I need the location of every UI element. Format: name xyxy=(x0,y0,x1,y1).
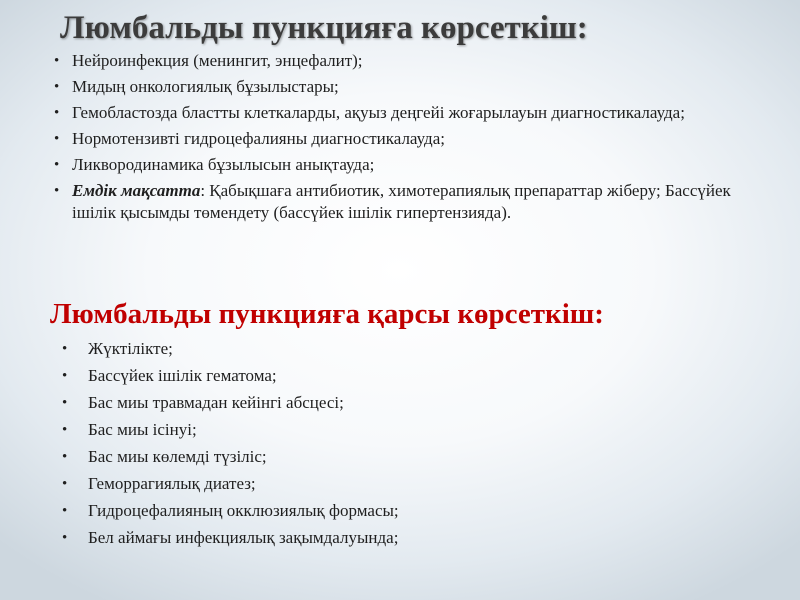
list-item-text: Бас миы ісінуі; xyxy=(88,420,197,439)
list-item-text: Нормотензивті гидроцефалияны диагностикалауда; xyxy=(72,129,445,148)
bullet-icon: • xyxy=(62,422,68,438)
bullet-icon: • xyxy=(62,449,68,465)
list-item xyxy=(54,180,754,224)
indications-list xyxy=(54,50,754,228)
bullet-icon: • xyxy=(62,476,68,492)
list-item-text: Мидың онкологиялық бұзылыстары; xyxy=(72,77,339,96)
list-item-text: Гидроцефалияның окклюзиялық формасы; xyxy=(88,501,399,520)
bullet-icon: • xyxy=(54,183,60,199)
list-item-text: Бел аймағы инфекциялық зақымдалуында; xyxy=(88,528,399,547)
list-item-text: Бас миы травмадан кейінгі абсцесі; xyxy=(88,393,344,412)
bullet-icon: • xyxy=(54,53,60,69)
list-item-text: Бас миы көлемді түзіліс; xyxy=(88,447,267,466)
list-item-text: Нейроинфекция (менингит, энцефалит); xyxy=(72,51,363,70)
list-item xyxy=(62,527,762,549)
list-item-text: : Қабықшаға антибиотик, химотерапиялық препараттар жіберу; Бассүйек ішілік қысымды төмендету (бассүйек ішілік гипертензияда). xyxy=(72,181,731,222)
bullet-icon: • xyxy=(62,530,68,546)
bullet-icon: • xyxy=(62,341,68,357)
contraindications-list xyxy=(62,338,762,554)
list-item xyxy=(62,392,762,414)
list-item-lead: Емдік мақсатта xyxy=(72,181,201,200)
contraindications-title: Люмбальды пункцияға қарсы көрсеткіш: xyxy=(50,298,604,330)
list-item-text: Геморрагиялық диатез; xyxy=(88,474,256,493)
bullet-icon: • xyxy=(62,503,68,519)
bullet-icon: • xyxy=(54,157,60,173)
list-item xyxy=(54,50,754,72)
list-item xyxy=(62,338,762,360)
list-item xyxy=(62,500,762,522)
bullet-icon: • xyxy=(54,105,60,121)
indications-title: Люмбальды пункцияға көрсеткіш: xyxy=(60,10,588,46)
list-item xyxy=(62,473,762,495)
bullet-icon: • xyxy=(54,131,60,147)
bullet-icon: • xyxy=(62,395,68,411)
bullet-icon: • xyxy=(62,368,68,384)
list-item xyxy=(54,128,754,150)
bullet-icon: • xyxy=(54,79,60,95)
list-item xyxy=(62,446,762,468)
list-item-text: Жүктілікте; xyxy=(88,339,173,358)
list-item-text: Бассүйек ішілік гематома; xyxy=(88,366,277,385)
list-item xyxy=(62,419,762,441)
list-item xyxy=(54,76,754,98)
list-item-text: Ликвородинамика бұзылысын анықтауда; xyxy=(72,155,375,174)
list-item xyxy=(54,102,754,124)
list-item xyxy=(54,154,754,176)
list-item xyxy=(62,365,762,387)
list-item-text: Гемобластозда бластты клеткаларды, ақуыз деңгейі жоғарылауын диагностикалауда; xyxy=(72,103,685,122)
